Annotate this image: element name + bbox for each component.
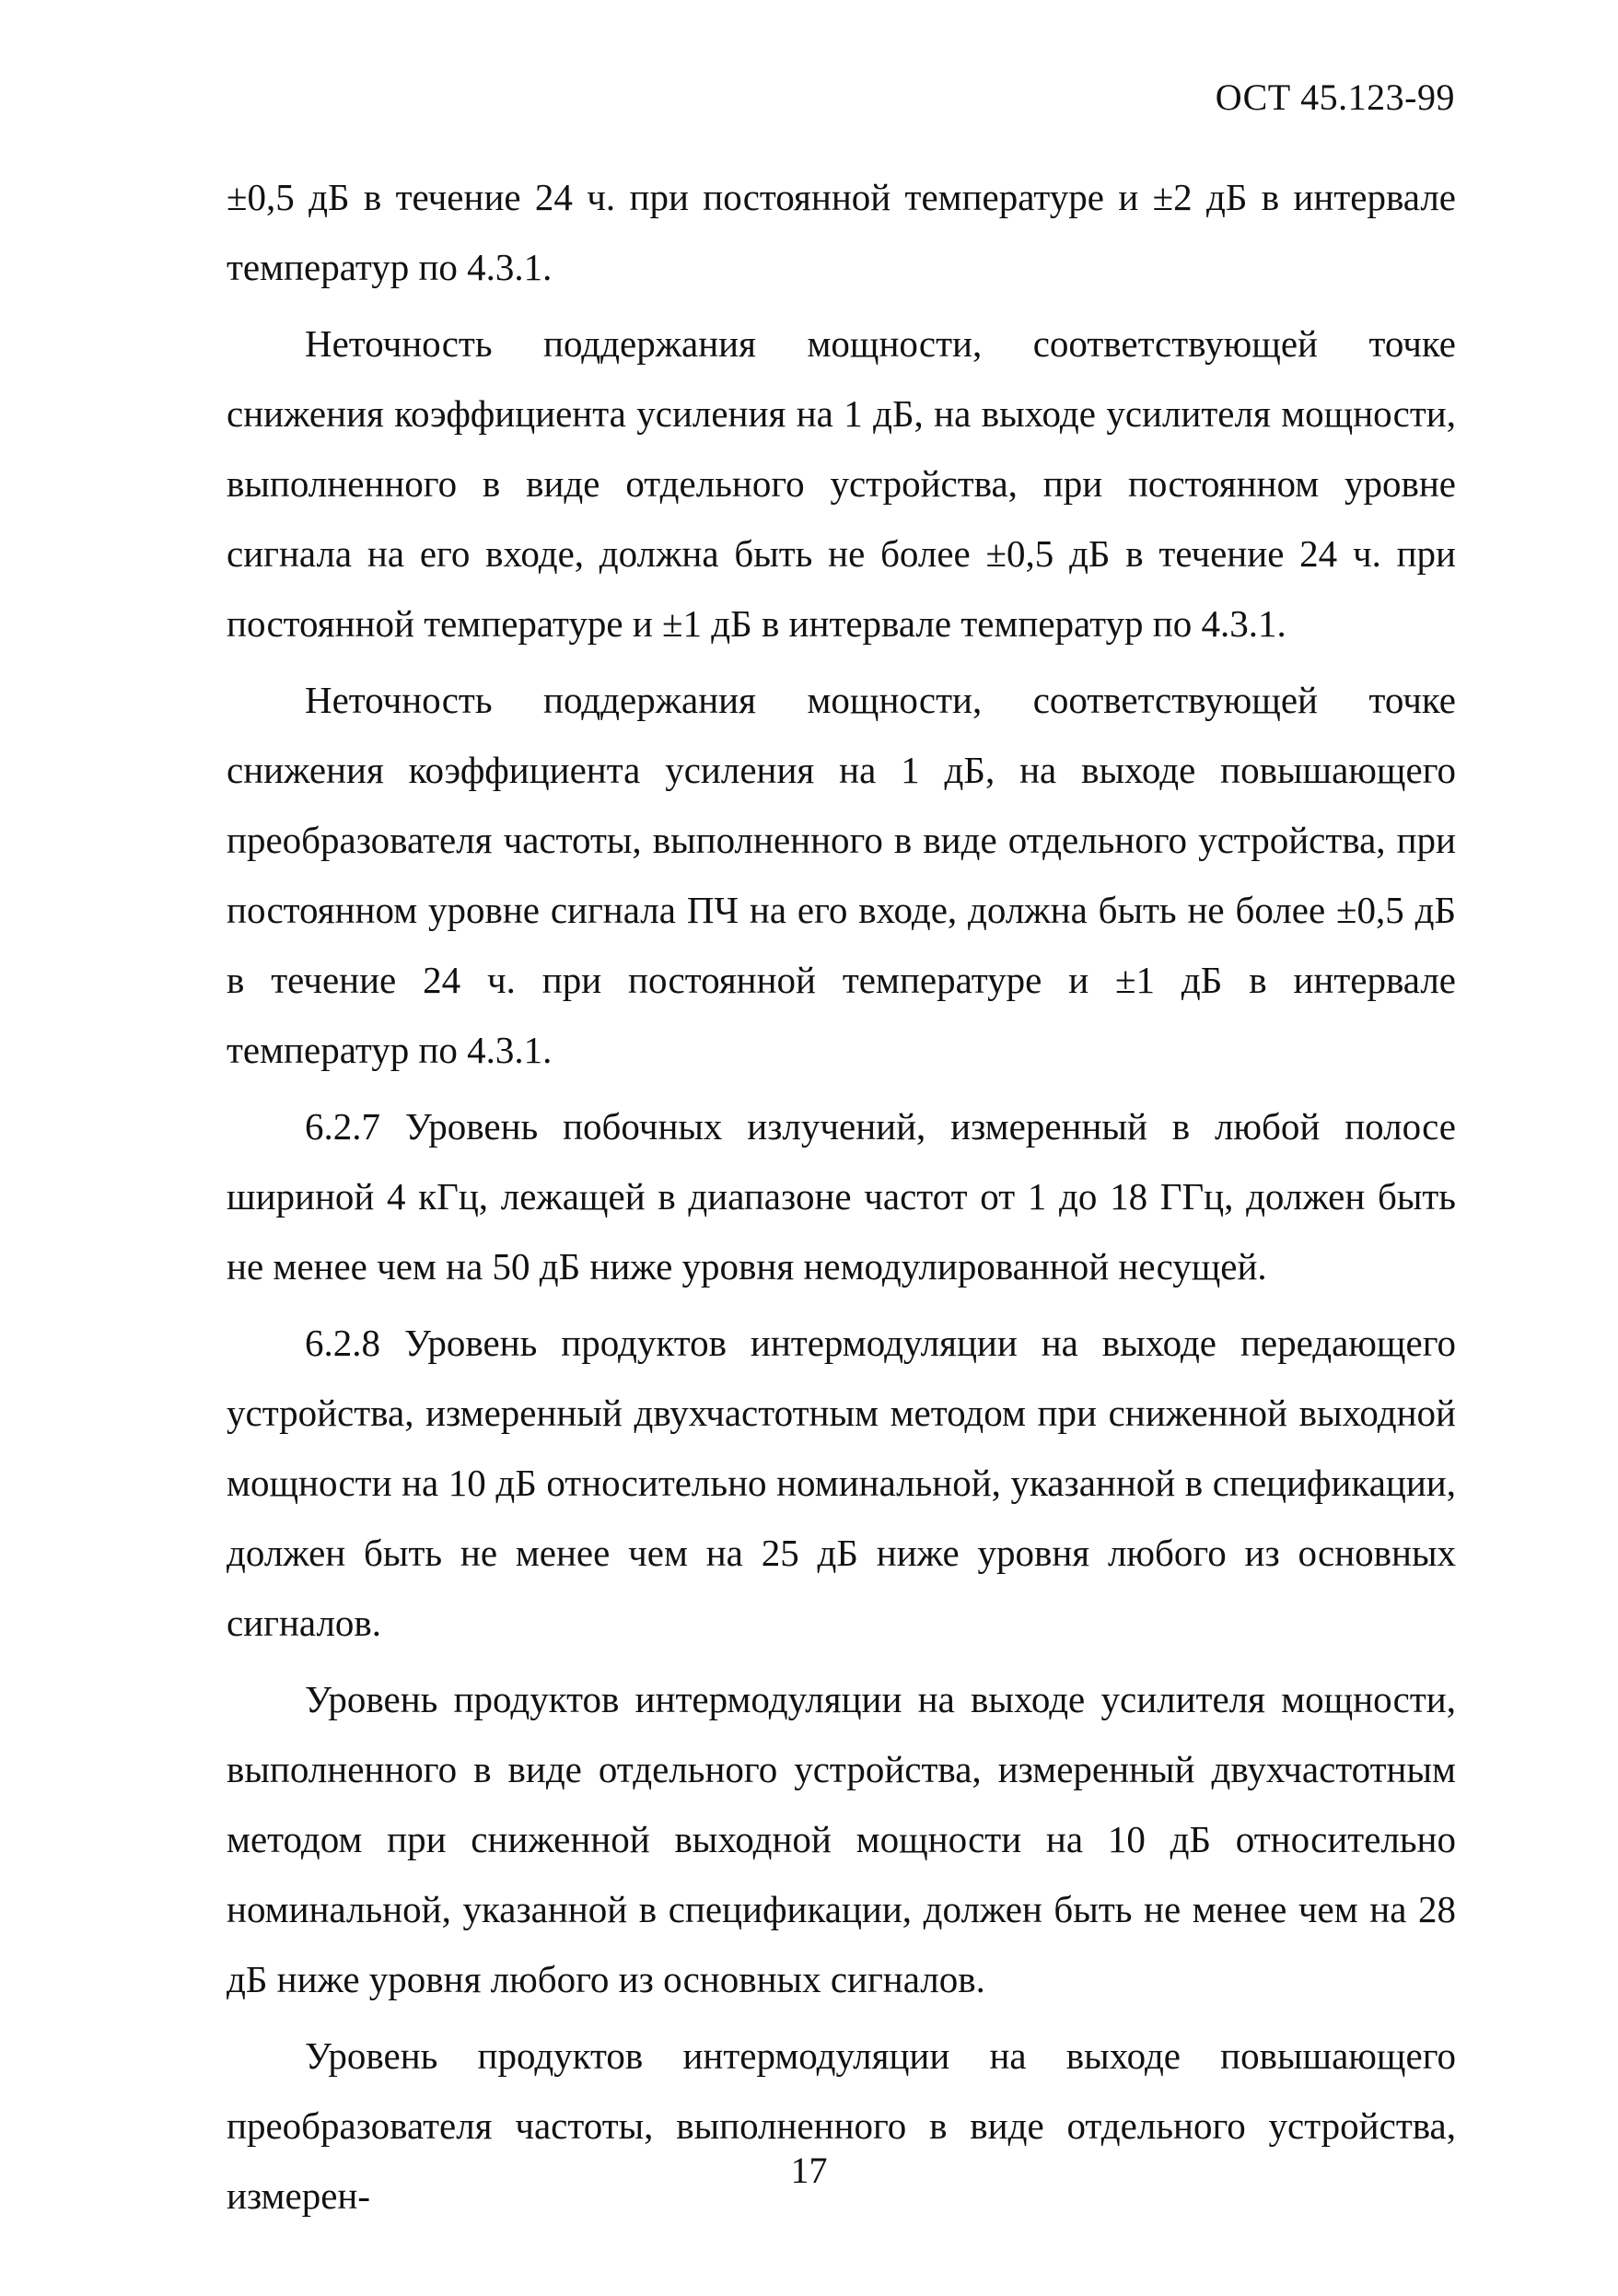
paragraph-power-amp-accuracy: Неточность поддержания мощности, соответствующей точке снижения коэффициента усиления на 1 дБ, на выходе усилителя мощности, выполненного в виде отдельного устройства, при постоянном уровне сигнала на его входе, должна быть не более ±0,5 дБ в течение 24 ч. при постоянной температуре и ±1 дБ в интервале температур по 4.3.1. (227, 322, 1456, 645)
document-code-header: ОСТ 45.123-99 (1215, 76, 1455, 118)
paragraph-6-2-7: 6.2.7 Уровень побочных излучений, измеренный в любой полосе шириной 4 кГц, лежащей в диапазоне частот от 1 до 18 ГГц, должен быть не менее чем на 50 дБ ниже уровня немодулированной несущей. (227, 1105, 1456, 1288)
document-body (227, 162, 1456, 2237)
paragraph-continuation: ±0,5 дБ в течение 24 ч. при постоянной температуре и ±2 дБ в интервале температур по 4.3.1. (227, 176, 1456, 288)
paragraph-upconverter-accuracy: Неточность поддержания мощности, соответствующей точке снижения коэффициента усиления на 1 дБ, на выходе повышающего преобразователя частоты, выполненного в виде отдельного устройства, при постоянном уровне сигнала ПЧ на его входе, должна быть не более ±0,5 дБ в течение 24 ч. при постоянной температуре и ±1 дБ в интервале температур по 4.3.1. (227, 679, 1456, 1071)
page-number: 17 (790, 2150, 828, 2191)
paragraph-power-amp-intermod: Уровень продуктов интермодуляции на выходе усилителя мощности, выполненного в виде отдельного устройства, измеренный двухчастотным методом при сниженной выходной мощности на 10 дБ относительно номинальной, указанной в спецификации, должен быть не менее чем на 28 дБ ниже уровня любого из основных сигналов. (227, 1678, 1456, 2000)
paragraph-6-2-8: 6.2.8 Уровень продуктов интермодуляции на выходе передающего устройства, измеренный двухчастотным методом при сниженной выходной мощности на 10 дБ относительно номинальной, указанной в спецификации, должен быть не менее чем на 25 дБ ниже уровня любого из основных сигналов. (227, 1322, 1456, 1644)
paragraph-upconverter-intermod: Уровень продуктов интермодуляции на выходе повышающего преобразователя частоты, выполненного в виде отдельного устройства, измерен- (227, 2034, 1456, 2217)
